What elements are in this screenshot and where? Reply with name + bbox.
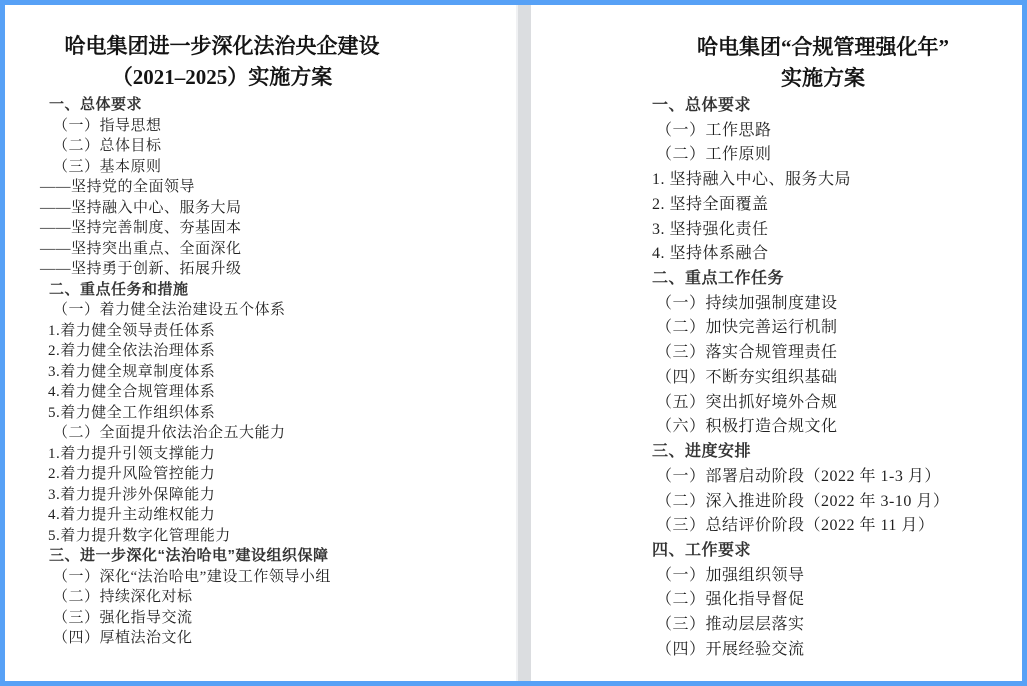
toc-item: （一）部署启动阶段（2022 年 1-3 月） bbox=[656, 467, 941, 485]
toc-item: （四）厚植法治文化 bbox=[53, 630, 193, 646]
page-left bbox=[5, 5, 516, 681]
toc-item: （六）积极打造合规文化 bbox=[656, 418, 838, 436]
toc-item: 2.着力提升风险管控能力 bbox=[48, 466, 216, 482]
page-right bbox=[531, 5, 1022, 681]
toc-item: （二）深入推进阶段（2022 年 3-10 月） bbox=[656, 492, 950, 510]
toc-item: 二、重点任务和措施 bbox=[49, 280, 189, 298]
page-left-title bbox=[5, 31, 439, 93]
toc-item: 1. 坚持融入中心、服务大局 bbox=[652, 171, 852, 189]
toc-item: 3.着力提升涉外保障能力 bbox=[48, 486, 216, 503]
toc-item: 1.着力提升引领支撑能力 bbox=[48, 445, 216, 462]
toc-item: （三）强化指导交流 bbox=[53, 609, 193, 626]
toc-item: ——坚持完善制度、夯基固本 bbox=[40, 220, 242, 236]
toc-item: 一、总体要求 bbox=[652, 97, 752, 114]
toc-item: 1.着力健全领导责任体系 bbox=[48, 322, 216, 339]
toc-item: （一）深化“法治哈电”建设工作领导小组 bbox=[53, 568, 331, 585]
toc-item: 3.着力健全规章制度体系 bbox=[48, 363, 216, 380]
toc-item: （四）开展经验交流 bbox=[656, 640, 805, 658]
page-right-title bbox=[606, 32, 1027, 94]
toc-item: 二、重点工作任务 bbox=[652, 270, 785, 288]
toc-item: （一）指导思想 bbox=[53, 117, 162, 134]
toc-item: （五）突出抓好境外合规 bbox=[656, 393, 838, 411]
title-line: 哈电集团进一步深化法治央企建设 bbox=[64, 34, 380, 58]
toc-item: （四）不断夯实组织基础 bbox=[656, 368, 838, 386]
toc-item: （二）总体目标 bbox=[53, 138, 162, 154]
toc-item: （三）基本原则 bbox=[53, 158, 162, 175]
page-left-toc bbox=[5, 95, 516, 649]
toc-item: 4.着力健全合规管理体系 bbox=[48, 384, 216, 400]
toc-item: 三、进度安排 bbox=[652, 443, 752, 461]
title-line: （2021–2025）实施方案 bbox=[111, 65, 333, 89]
toc-item: ——坚持融入中心、服务大局 bbox=[40, 199, 242, 216]
toc-item: 5.着力提升数字化管理能力 bbox=[48, 527, 231, 544]
toc-item: 一、总体要求 bbox=[49, 96, 143, 113]
title-line: 实施方案 bbox=[781, 66, 865, 90]
toc-item: （三）总结评价阶段（2022 年 11 月） bbox=[656, 517, 935, 535]
page-divider bbox=[518, 5, 531, 681]
toc-item: 2. 坚持全面覆盖 bbox=[652, 195, 769, 213]
toc-item: （一）工作思路 bbox=[656, 121, 772, 139]
toc-item: （三）推动层层落实 bbox=[656, 616, 805, 634]
toc-item: （二）加快完善运行机制 bbox=[656, 319, 838, 337]
toc-item: 4. 坚持体系融合 bbox=[652, 245, 769, 263]
toc-item: 5.着力健全工作组织体系 bbox=[48, 404, 216, 421]
page-right-toc bbox=[531, 94, 1022, 663]
toc-item: 三、进一步深化“法治哈电”建设组织保障 bbox=[49, 547, 329, 564]
toc-item: （二）持续深化对标 bbox=[53, 589, 193, 605]
toc-item: （二）全面提升依法治企五大能力 bbox=[53, 425, 286, 441]
toc-item: ——坚持勇于创新、拓展升级 bbox=[40, 261, 242, 277]
toc-item: （一）加强组织领导 bbox=[656, 566, 805, 584]
toc-item: （一）着力健全法治建设五个体系 bbox=[53, 302, 286, 318]
toc-item: 3. 坚持强化责任 bbox=[652, 220, 769, 238]
toc-item: （一）持续加强制度建设 bbox=[656, 294, 838, 312]
title-line: 哈电集团“合规管理强化年” bbox=[697, 35, 949, 59]
toc-item: （三）落实合规管理责任 bbox=[656, 344, 838, 362]
toc-item: （二）工作原则 bbox=[656, 146, 772, 164]
toc-item: 2.着力健全依法治理体系 bbox=[48, 343, 216, 359]
toc-item: （二）强化指导督促 bbox=[656, 591, 805, 609]
toc-item: ——坚持突出重点、全面深化 bbox=[40, 240, 242, 257]
toc-item: 4.着力提升主动维权能力 bbox=[48, 507, 216, 523]
toc-item: ——坚持党的全面领导 bbox=[40, 179, 196, 195]
toc-item: 四、工作要求 bbox=[652, 541, 752, 559]
